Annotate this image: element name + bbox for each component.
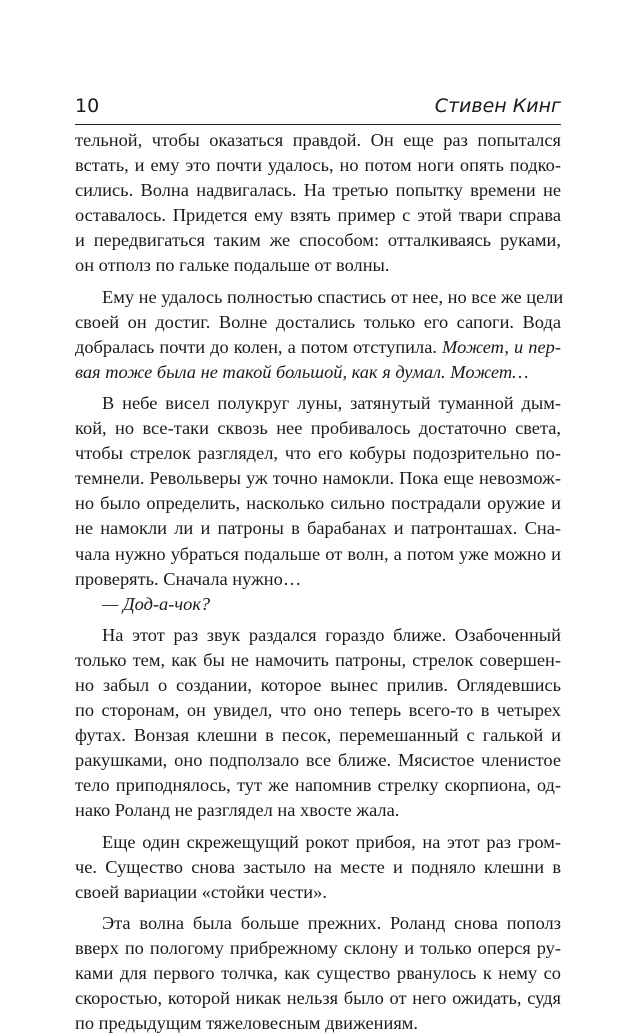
text-line: по сторонам, он увидел, что оно теперь всего-то в четырех — [75, 700, 561, 721]
running-title: Стивен Кинг — [434, 95, 561, 117]
text-line: но забыл о создании, которое вынес прилив. Оглядевшись — [75, 674, 561, 695]
text-line: не намокли ли и патроны в барабанах и патронташах. Сна- — [75, 518, 561, 539]
text-line: че. Существо снова застыло на месте и подняло клешни в — [75, 856, 561, 877]
text-line: ракушками, оно подползало все ближе. Мясистое членистое — [75, 750, 561, 771]
text-line: по предыдущим тяжеловесным движениям. — [75, 1013, 419, 1034]
text-line: На этот раз звук раздался гораздо ближе. Озабоченный — [102, 624, 561, 645]
text-line: темнели. Револьверы уж точно намокли. Пока еще невозмож- — [75, 468, 561, 489]
text-line: но было определить, насколько сильно пострадали оружие и — [75, 493, 561, 514]
text-run: добралась почти до колен, а потом отступила. — [75, 336, 443, 357]
text-line: оставалось. Придется ему взять пример с этой твари справа — [75, 205, 561, 226]
text-line: тело приподнялось, тут же напомнив стрелку скорпиона, од- — [75, 775, 561, 796]
text-line: Эта волна была больше прежних. Роланд снова пополз — [102, 912, 561, 933]
text-line: встать, и ему это почти удалось, но потом ноги опять подко- — [75, 155, 561, 176]
paragraph — [75, 128, 561, 279]
text-line: нако Роланд не разглядел на хвосте жала. — [75, 800, 400, 821]
text-line — [75, 335, 561, 360]
text-line: футах. Вонзая клешни в песок, перемешанный с галькой и — [75, 725, 561, 746]
text-line: кой, но все-таки сквозь нее пробивалось достаточно света, — [75, 418, 561, 439]
italic-text-line: вая тоже была не такой большой, как я думал. Может… — [75, 361, 529, 382]
paragraph — [75, 911, 561, 1036]
text-line: и передвигаться таким же способом: отталкиваясь руками, — [75, 230, 561, 251]
text-line: только тем, как бы не намочить патроны, стрелок совершен- — [75, 649, 561, 670]
text-line: тельной, чтобы оказаться правдой. Он еще раз попытался — [75, 130, 561, 150]
text-line: вверх по пологому прибрежному склону и только оперся ру- — [75, 937, 561, 958]
italic-text-run: Может, и пер- — [442, 336, 561, 357]
page-body — [75, 128, 564, 1036]
paragraph — [75, 285, 564, 385]
text-line: Ему не удалось полностью спастись от нее, но все же цели — [102, 286, 564, 307]
text-line: своей он достиг. Волне достались только его сапоги. Вода — [75, 311, 561, 332]
dialogue-paragraph — [75, 592, 561, 617]
dialogue-line: — Дод-а-чок? — [102, 593, 211, 614]
page-number: 10 — [75, 95, 100, 117]
text-line: своей вариации «стойки чести». — [75, 881, 327, 902]
text-line: сились. Волна надвигалась. На третью попытку времени не — [75, 180, 561, 201]
page-header — [75, 92, 561, 120]
paragraph — [75, 830, 561, 905]
text-line: он отполз по гальке подальше от волны. — [75, 255, 390, 276]
text-line: Еще один скрежещущий рокот прибоя, на этот раз гром- — [102, 831, 561, 852]
text-line: ками для первого толчка, как существо рванулось к нему со — [75, 963, 561, 983]
header-divider — [75, 124, 561, 125]
text-line: чала нужно убраться подальше от волн, а потом уже можно и — [75, 543, 561, 564]
text-line: скоростью, которой никак нельзя было от него ожидать, судя — [75, 988, 561, 1009]
text-line: проверять. Сначала нужно… — [75, 568, 302, 589]
paragraph — [75, 623, 561, 824]
text-line: В небе висел полукруг луны, затянутый туманной дым- — [102, 392, 561, 413]
paragraph — [75, 391, 561, 592]
text-line: чтобы стрелок разглядел, что его кобуры подозрительно по- — [75, 443, 561, 464]
